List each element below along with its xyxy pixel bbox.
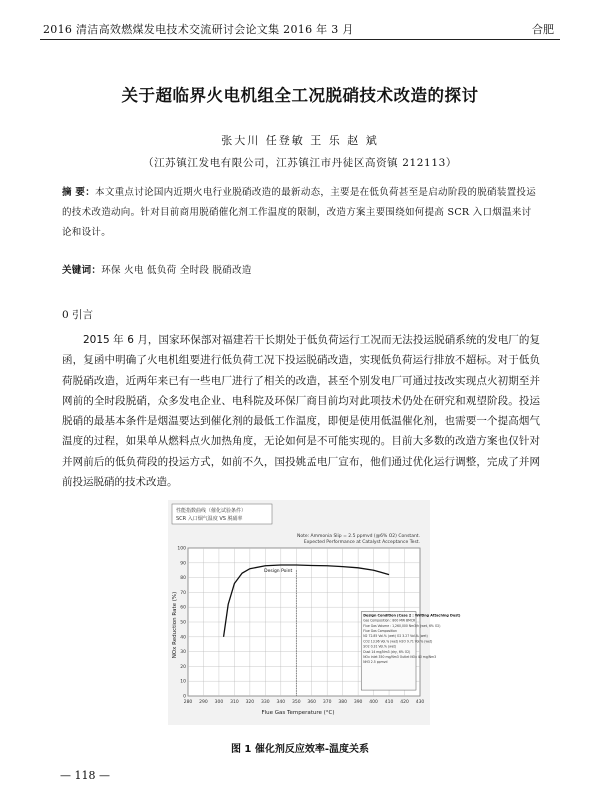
x-tick-label: 300 xyxy=(214,700,224,705)
x-tick-label: 370 xyxy=(322,700,332,705)
y-tick-label: 40 xyxy=(180,635,186,641)
x-tick-label: 310 xyxy=(230,700,239,705)
x-tick-label: 330 xyxy=(261,700,270,705)
y-tick-label: 20 xyxy=(180,664,186,670)
paragraph: 2015 年 6 月，国家环保部对福建若干长期处于低负荷运行工况而无法投运脱硝系统的发电厂的复函，复函中明确了火电机组要进行低负荷工况下投运脱硝改造，实现低负荷运行排放不超标。对于低负荷脱硝改造，近两年来已有一些电厂进行了相关的改造，甚至个别发电厂可通过技改实现点火初期至并网前的全时段脱硝，众多发电企业、电科院及环保厂商目前均对此项技术仍处在研究和观望阶段。投运脱硝的最基本条件是烟温要达到催化剂的最低工作温度，即便是使用低温催化剂，也需要一个提高烟气温度的过程，如果单从燃料点火加热角度，无论如何是不可能实现的。目前大多数的改造方案也仅针对并网前后的低负荷段的投运方式，如前不久，国投姚孟电厂宣布，他们通过优化运行调整，完成了并网前投运脱硝的技术改造。 xyxy=(62,334,540,489)
x-tick-label: 380 xyxy=(338,700,347,705)
x-tick-label: 430 xyxy=(415,700,425,705)
legend-line: Dust 14 mg/Nm3 (dry, 6% O2) xyxy=(363,649,411,654)
page-number: — 118 — xyxy=(60,769,110,782)
keywords-label: 关键词： xyxy=(62,265,102,276)
y-tick-label: 90 xyxy=(180,561,186,567)
x-tick-label: 360 xyxy=(307,700,317,705)
x-tick-label: 400 xyxy=(369,700,378,705)
x-tick-label: 290 xyxy=(199,700,208,705)
legend-line: Flue Gas Composition xyxy=(363,629,397,634)
legend-line: SO2 0.31 Vol.% (wet) xyxy=(363,644,397,649)
legend-line: NOx inlet 350 mg/Nm3 Outlet NOx 40 mg/Nm3 xyxy=(363,655,437,660)
y-tick-label: 60 xyxy=(180,605,186,611)
header-divider xyxy=(40,39,560,40)
x-tick-label: 280 xyxy=(183,700,193,705)
design-point-annotation: Design Point xyxy=(264,569,293,575)
x-tick-label: 420 xyxy=(400,700,409,705)
y-tick-label: 50 xyxy=(180,620,186,626)
body-text xyxy=(62,330,540,492)
x-axis-label: Flue Gas Temperature (°C) xyxy=(261,710,335,716)
y-tick-label: 10 xyxy=(180,679,186,685)
y-tick-label: 80 xyxy=(180,576,186,582)
chart-note-line-2: Expected Performance at Catalyst Acceptance Test. xyxy=(303,540,420,545)
section-heading: 0 引言 xyxy=(62,309,94,321)
figure-1 xyxy=(168,500,461,725)
journal-header: 2016 清洁高效燃煤发电技术交流研讨会论文集 2016 年 3 月 xyxy=(43,23,354,36)
article-title: 关于超临界火电机组全工况脱硝技术改造的探讨 xyxy=(121,86,479,105)
y-tick-label: 70 xyxy=(180,590,186,596)
x-tick-label: 390 xyxy=(353,700,363,705)
legend-title: Design Condition (Case 2 : Writing Attaching Dust) xyxy=(363,613,461,618)
affiliation: （江苏镇江发电有限公司，江苏镇江市丹徒区高资镇 212113） xyxy=(142,157,458,169)
figure-caption: 图 1 催化剂反应效率-温度关系 xyxy=(230,744,370,755)
chart-title-line-2: SCR 入口烟气温度 VS 脱硝率 xyxy=(176,516,243,522)
abstract-label: 摘 要： xyxy=(62,187,96,198)
legend-line: N2 72.85 Vol.% (wet) O2 3.27 Vol.% (wet) xyxy=(363,634,428,639)
y-axis-label: NOx Reduction Rate (%) xyxy=(172,591,178,659)
x-tick-label: 340 xyxy=(276,700,286,705)
keywords-text: 环保 火电 低负荷 全时段 脱硝改造 xyxy=(101,265,252,276)
keywords xyxy=(62,262,538,276)
y-tick-label: 30 xyxy=(180,650,186,656)
x-tick-label: 350 xyxy=(291,700,301,705)
chart-note-line-1: Note: Ammonia Slip = 2.5 ppmvd (@6% O2) Constant. xyxy=(296,534,420,539)
legend-line: CO2 13.96 Vol.% (wet) H2O 9.71 Vol.% (wet) xyxy=(363,639,433,644)
legend-line: Flue Gas Volume : 1,260,000 Nm3/h (wet, 6% O2) xyxy=(363,623,441,628)
efficiency-temperature-chart xyxy=(168,500,461,725)
legend-line: Gas Composition : 800 MW BMCR xyxy=(363,618,416,623)
header-location: 合肥 xyxy=(532,23,554,36)
abstract-text: 本文重点讨论国内近期火电行业脱硝改造的最新动态，主要是在低负荷甚至是启动阶段的脱硝装置投运的技术改造动向。针对目前商用脱硝催化剂工作温度的限制，改造方案主要围绕如何提高 SCR 入口烟温来讨论和设计。 xyxy=(62,187,537,238)
x-tick-label: 410 xyxy=(384,700,394,705)
authors: 张大川 任登敏 王 乐 赵 斌 xyxy=(221,134,379,147)
y-tick-label: 100 xyxy=(177,546,186,552)
y-tick-label: 0 xyxy=(183,694,186,700)
x-tick-label: 320 xyxy=(245,700,255,705)
chart-title-line-1: 性能指数曲线（催化试验条件） xyxy=(176,508,247,514)
abstract xyxy=(62,183,538,243)
legend-line: NH3 2.5 ppmvd xyxy=(363,660,388,665)
